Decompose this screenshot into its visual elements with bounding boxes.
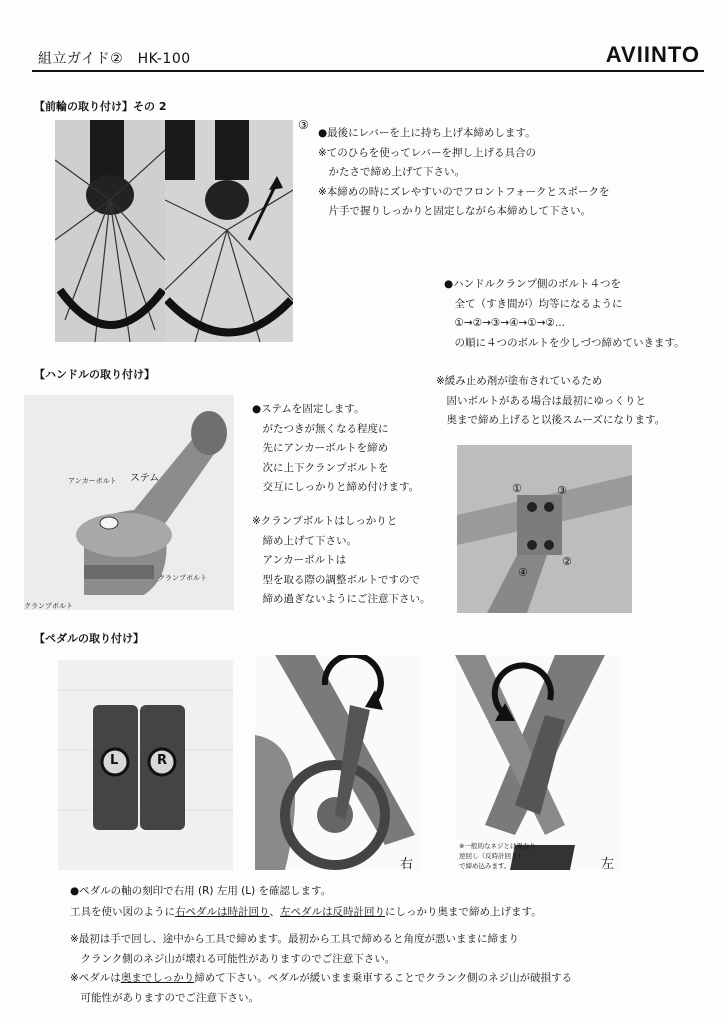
handlebar-line: 交互にしっかりと締め付けます。 [252, 481, 420, 493]
bolt-label-1: ① [512, 482, 522, 495]
left-note-line: 逆回し（反時計回り） [459, 852, 524, 860]
left-note-line: ※一般的なネジとは異なり [459, 842, 536, 850]
front-wheel-line: かたさで締め上げて下さい。 [318, 166, 465, 178]
pedals-photo [58, 660, 233, 870]
left-pedal-photo [455, 655, 620, 870]
clamp-line: ●ハンドルクランプ側のボルト４つを [444, 278, 621, 290]
front-wheel-line: ※本締めの時にズレやすいのでフロントフォークとスポークを [318, 185, 610, 198]
pedal-note-3a: ※ペダルは [70, 972, 121, 984]
brand-logo: AVIINTO [605, 42, 700, 67]
front-wheel-photo-1 [55, 120, 165, 342]
handle-clamp-photo [457, 445, 632, 613]
section-heading-front-wheel: 【前輪の取り付け】その 2 [34, 100, 167, 113]
document-title: 組立ガイド② HK-100 [38, 51, 191, 67]
pedal-line-2c: 、 [269, 906, 280, 918]
clamp-note-line: 奥まで締め上げると以後スムーズになります。 [436, 414, 666, 426]
anchor-bolt-label: アンカーボルト [68, 477, 117, 485]
stem-label: ステム [130, 473, 160, 484]
clamp-line: ①→②→③→④→①→②... [444, 317, 565, 329]
handlebar-note-line: アンカーボルトは [252, 554, 347, 566]
bolt-label-4: ④ [518, 566, 528, 579]
section-heading-pedal: 【ペダルの取り付け】 [34, 632, 144, 645]
left-label: 左 [601, 857, 615, 872]
pedal-line-2e: にしっかり奥まで締め上げます。 [385, 906, 542, 918]
bolt-label-3: ③ [557, 484, 567, 497]
front-wheel-line: 片手で握りしっかりと固定しながら本締めして下さい。 [318, 205, 591, 217]
handlebar-note-line: 締め過ぎないようにご注意下さい。 [252, 593, 431, 605]
right-pedal-direction: 右ペダルは時計回り [175, 906, 270, 918]
step-number: ③ [298, 118, 309, 132]
handlebar-line: 先にアンカーボルトを締め [252, 442, 389, 454]
front-wheel-line: ※てのひらを使ってレバーを押し上げる具合の [318, 146, 537, 159]
pedal-note-3b: 奥までしっかり [120, 972, 195, 984]
pedal-note-3c: 締めて下さい。ペダルが緩いまま乗車することでクランク側のネジ山が破損する [194, 972, 573, 984]
handlebar-note-line: 型を取る際の調整ボルトですので [252, 573, 420, 586]
header-rule [32, 70, 704, 72]
clamp-bolt-label-right: クランプボルト [158, 574, 207, 582]
left-pedal-direction: 左ペダルは反時計回り [280, 906, 385, 918]
pedal-note-line [70, 969, 572, 989]
right-label: 右 [400, 857, 414, 872]
handlebar-line: 次に上下クランプボルトを [252, 461, 389, 474]
handlebar-line: がたつきが無くなる程度に [252, 422, 389, 435]
clamp-bolt-label-left: クランプボルト [24, 602, 73, 610]
right-pedal-photo [255, 655, 420, 870]
pedal-note-line: クランク側のネジ山が壊れる可能性がありますのでご注意下さい。 [70, 952, 396, 965]
pedal-note-line: ※最初は手で回し、途中から工具で締めます。最初から工具で締めると角度が悪いままに締まり [70, 933, 519, 945]
handlebar-note-line: 締め上げて下さい。 [252, 534, 357, 547]
left-note-line: で締め込みます。 [459, 862, 511, 870]
pedal-mark-l: L [110, 753, 119, 768]
pedal-line-1: ●ペダルの軸の刻印で右用 (R) 左用 (L) を確認します。 [70, 885, 332, 897]
clamp-line: の順に４つのボルトを少しづつ締めていきます。 [444, 336, 685, 349]
pedal-line-2a: 工具を使い図のように [70, 906, 175, 918]
clamp-note-line: ※緩み止め剤が塗布されているため [436, 375, 603, 387]
clamp-line: 全て（すき間が）均等になるように [444, 297, 623, 310]
front-wheel-photo-2 [165, 120, 293, 342]
handlebar-note-line: ※クランプボルトはしっかりと [252, 515, 398, 527]
bolt-label-2: ② [562, 555, 572, 568]
pedal-mark-r: R [157, 753, 168, 768]
clamp-note-line: 固いボルトがある場合は最初にゆっくりと [436, 394, 646, 407]
pedal-note-line: 可能性がありますのでご注意下さい。 [70, 991, 259, 1004]
pedal-line-2 [70, 903, 542, 923]
front-wheel-line: ●最後にレバーを上に持ち上げ本締めします。 [318, 127, 536, 139]
handlebar-line: ●ステムを固定します。 [252, 403, 365, 415]
section-heading-handlebar: 【ハンドルの取り付け】 [34, 368, 155, 381]
